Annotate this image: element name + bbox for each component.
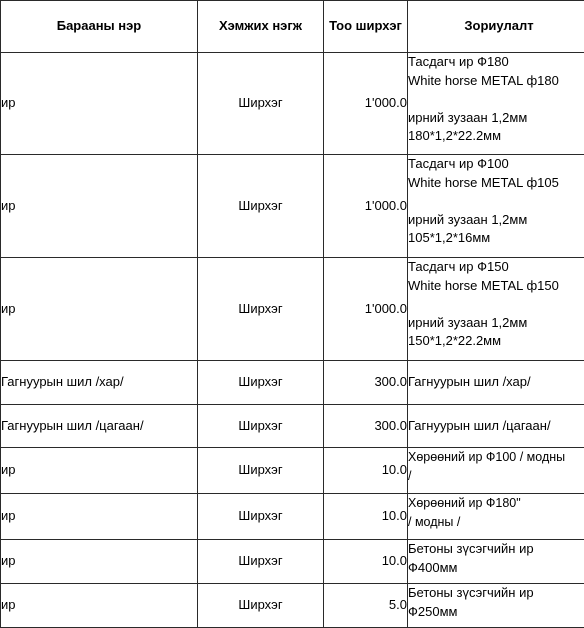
cell-product-name: ир: [1, 584, 198, 628]
cell-quantity: 300.0: [324, 361, 408, 405]
cell-quantity: 1'000.0: [324, 155, 408, 258]
cell-product-name: ир: [1, 448, 198, 494]
purpose-line: Ф250мм: [408, 603, 584, 622]
cell-purpose: [408, 155, 584, 258]
cell-purpose: [408, 494, 584, 540]
header-quantity: Тоо ширхэг: [324, 1, 408, 53]
table-row: [1, 448, 584, 494]
table-row: [1, 361, 584, 405]
purpose-line: Тасдагч ир Ф100: [408, 155, 584, 174]
cell-product-name: Гагнуурын шил /хар/: [1, 361, 198, 405]
purpose-line: Бетоны зүсэгчийн ир: [408, 584, 584, 603]
cell-purpose: [408, 258, 584, 361]
cell-quantity: 10.0: [324, 494, 408, 540]
purpose-line: Гагнуурын шил /цагаан/: [408, 417, 584, 436]
purpose-line: Хөрөөний ир Ф180": [408, 494, 584, 513]
purpose-line: Тасдагч ир Ф150: [408, 258, 584, 277]
header-unit: Хэмжих нэгж: [198, 1, 324, 53]
table-row: [1, 258, 584, 361]
cell-purpose: [408, 448, 584, 494]
table-row: [1, 53, 584, 155]
cell-purpose: [408, 53, 584, 155]
purpose-line: Бетоны зүсэгчийн ир: [408, 540, 584, 559]
cell-product-name: ир: [1, 53, 198, 155]
cell-unit: Ширхэг: [198, 53, 324, 155]
cell-unit: Ширхэг: [198, 584, 324, 628]
cell-product-name: ир: [1, 155, 198, 258]
purpose-line: 180*1,2*22.2мм: [408, 127, 584, 146]
cell-purpose: [408, 540, 584, 584]
header-purpose: Зориулалт: [408, 1, 584, 53]
purpose-line: ирний зузаан 1,2мм: [408, 211, 584, 230]
cell-unit: Ширхэг: [198, 448, 324, 494]
purpose-line: Ф400мм: [408, 559, 584, 578]
table-row: [1, 494, 584, 540]
purpose-line: 105*1,2*16мм: [408, 229, 584, 248]
cell-quantity: 1'000.0: [324, 258, 408, 361]
purpose-line: ирний зузаан 1,2мм: [408, 109, 584, 128]
cell-unit: Ширхэг: [198, 155, 324, 258]
table-row: [1, 405, 584, 448]
cell-purpose: [408, 361, 584, 405]
cell-product-name: Гагнуурын шил /цагаан/: [1, 405, 198, 448]
cell-purpose: [408, 584, 584, 628]
header-product-name: Барааны нэр: [1, 1, 198, 53]
purpose-line: [408, 90, 584, 109]
purpose-line: /: [408, 467, 584, 486]
purpose-line: / модны /: [408, 513, 584, 532]
purpose-line: White horse METAL ф180: [408, 72, 584, 91]
cell-quantity: 10.0: [324, 540, 408, 584]
purpose-line: Тасдагч ир Ф180: [408, 53, 584, 72]
purpose-line: [408, 295, 584, 314]
cell-purpose: [408, 405, 584, 448]
cell-unit: Ширхэг: [198, 494, 324, 540]
purpose-line: Хөрөөний ир Ф100 / модны: [408, 448, 584, 467]
cell-product-name: ир: [1, 258, 198, 361]
cell-quantity: 300.0: [324, 405, 408, 448]
cell-product-name: ир: [1, 540, 198, 584]
cell-unit: Ширхэг: [198, 405, 324, 448]
cell-quantity: 5.0: [324, 584, 408, 628]
table-header: [1, 1, 584, 53]
purpose-line: 150*1,2*22.2мм: [408, 332, 584, 351]
cell-unit: Ширхэг: [198, 361, 324, 405]
cell-unit: Ширхэг: [198, 540, 324, 584]
cell-product-name: ир: [1, 494, 198, 540]
purpose-line: White horse METAL ф105: [408, 174, 584, 193]
cell-unit: Ширхэг: [198, 258, 324, 361]
header-row: [1, 1, 584, 53]
purpose-line: [408, 192, 584, 211]
purpose-line: Гагнуурын шил /хар/: [408, 373, 584, 392]
table-row: [1, 584, 584, 628]
table-row: [1, 155, 584, 258]
table-row: [1, 540, 584, 584]
purpose-line: ирний зузаан 1,2мм: [408, 314, 584, 333]
cell-quantity: 10.0: [324, 448, 408, 494]
cell-quantity: 1'000.0: [324, 53, 408, 155]
purpose-line: White horse METAL ф150: [408, 277, 584, 296]
